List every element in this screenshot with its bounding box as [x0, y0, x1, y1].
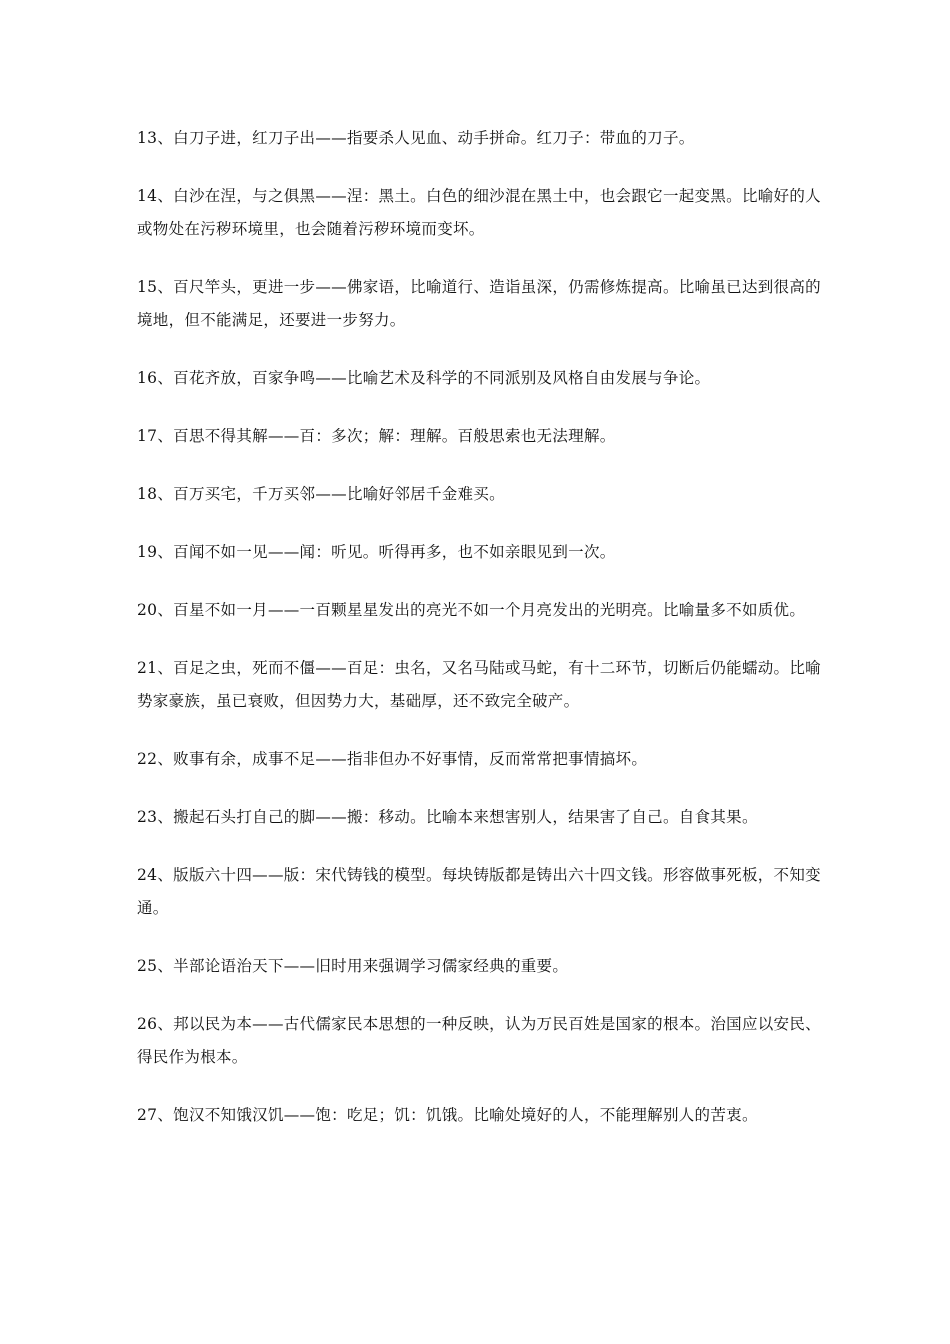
entry-number: 21	[137, 659, 158, 677]
entry-text: 白沙在涅，与之俱黑——涅：黑土。白色的细沙混在黑土中，也会跟它一起变黑。比喻好的人或物处在污秽环境里，也会随着污秽环境而变坏。	[137, 187, 821, 238]
entry-text: 饱汉不知饿汉饥——饱：吃足；饥：饥饿。比喻处境好的人，不能理解别人的苦衷。	[173, 1106, 758, 1124]
list-item: 17、百思不得其解——百：多次；解：理解。百般思索也无法理解。	[137, 427, 616, 445]
entry-text: 百尺竿头，更进一步——佛家语，比喻道行、造诣虽深，仍需修炼提高。比喻虽已达到很高的境地，但不能满足，还要进一步努力。	[137, 278, 821, 329]
entry-number: 19	[137, 543, 158, 561]
entry-number: 17	[137, 427, 158, 445]
list-item: 26、邦以民为本——古代儒家民本思想的一种反映，认为万民百姓是国家的根本。治国应以安民、得民作为根本。	[137, 1015, 821, 1066]
entry-number: 26	[137, 1015, 158, 1033]
idiom-list	[137, 122, 827, 1157]
list-item: 18、百万买宅，千万买邻——比喻好邻居千金难买。	[137, 485, 505, 503]
list-item: 21、百足之虫，死而不僵——百足：虫名，又名马陆或马蛇，有十二环节，切断后仍能蠕动。比喻势家豪族，虽已衰败，但因势力大，基础厚，还不致完全破产。	[137, 659, 821, 710]
entry-number: 27	[137, 1106, 158, 1124]
entry-number: 22	[137, 750, 158, 768]
list-item: 27、饱汉不知饿汉饥——饱：吃足；饥：饥饿。比喻处境好的人，不能理解别人的苦衷。	[137, 1106, 758, 1124]
entry-number: 24	[137, 866, 158, 884]
entry-text: 版版六十四——版：宋代铸钱的模型。每块铸版都是铸出六十四文钱。形容做事死板，不知变通。	[137, 866, 821, 917]
entry-text: 百万买宅，千万买邻——比喻好邻居千金难买。	[173, 485, 505, 503]
list-item: 14、白沙在涅，与之俱黑——涅：黑土。白色的细沙混在黑土中，也会跟它一起变黑。比喻好的人或物处在污秽环境里，也会随着污秽环境而变坏。	[137, 187, 821, 238]
list-item: 16、百花齐放，百家争鸣——比喻艺术及科学的不同派别及风格自由发展与争论。	[137, 369, 711, 387]
list-item: 24、版版六十四——版：宋代铸钱的模型。每块铸版都是铸出六十四文钱。形容做事死板，不知变通。	[137, 866, 821, 917]
list-item: 22、败事有余，成事不足——指非但办不好事情，反而常常把事情搞坏。	[137, 750, 648, 768]
list-item: 13、白刀子进，红刀子出——指要杀人见血、动手拼命。红刀子：带血的刀子。	[137, 129, 695, 147]
entry-text: 败事有余，成事不足——指非但办不好事情，反而常常把事情搞坏。	[173, 750, 648, 768]
entry-number: 16	[137, 369, 158, 387]
entry-number: 23	[137, 808, 158, 826]
entry-text: 百星不如一月——一百颗星星发出的亮光不如一个月亮发出的光明亮。比喻量多不如质优。	[173, 601, 806, 619]
entry-text: 半部论语治天下——旧时用来强调学习儒家经典的重要。	[173, 957, 569, 975]
entry-number: 18	[137, 485, 158, 503]
entry-text: 白刀子进，红刀子出——指要杀人见血、动手拼命。红刀子：带血的刀子。	[173, 129, 695, 147]
list-item: 25、半部论语治天下——旧时用来强调学习儒家经典的重要。	[137, 957, 569, 975]
list-item: 23、搬起石头打自己的脚——搬：移动。比喻本来想害别人，结果害了自己。自食其果。	[137, 808, 758, 826]
list-item: 19、百闻不如一见——闻：听见。听得再多，也不如亲眼见到一次。	[137, 543, 616, 561]
entry-number: 14	[137, 187, 158, 205]
list-item: 20、百星不如一月——一百颗星星发出的亮光不如一个月亮发出的光明亮。比喻量多不如质优。	[137, 601, 806, 619]
list-item: 15、百尺竿头，更进一步——佛家语，比喻道行、造诣虽深，仍需修炼提高。比喻虽已达到很高的境地，但不能满足，还要进一步努力。	[137, 278, 821, 329]
entry-number: 15	[137, 278, 158, 296]
entry-number: 25	[137, 957, 158, 975]
entry-text: 百闻不如一见——闻：听见。听得再多，也不如亲眼见到一次。	[173, 543, 616, 561]
entry-number: 20	[137, 601, 158, 619]
entry-text: 百思不得其解——百：多次；解：理解。百般思索也无法理解。	[173, 427, 616, 445]
entry-text: 邦以民为本——古代儒家民本思想的一种反映，认为万民百姓是国家的根本。治国应以安民、得民作为根本。	[137, 1015, 821, 1066]
entry-text: 百花齐放，百家争鸣——比喻艺术及科学的不同派别及风格自由发展与争论。	[173, 369, 711, 387]
entry-text: 搬起石头打自己的脚——搬：移动。比喻本来想害别人，结果害了自己。自食其果。	[173, 808, 758, 826]
entry-number: 13	[137, 129, 158, 147]
entry-text: 百足之虫，死而不僵——百足：虫名，又名马陆或马蛇，有十二环节，切断后仍能蠕动。比喻势家豪族，虽已衰败，但因势力大，基础厚，还不致完全破产。	[137, 659, 821, 710]
